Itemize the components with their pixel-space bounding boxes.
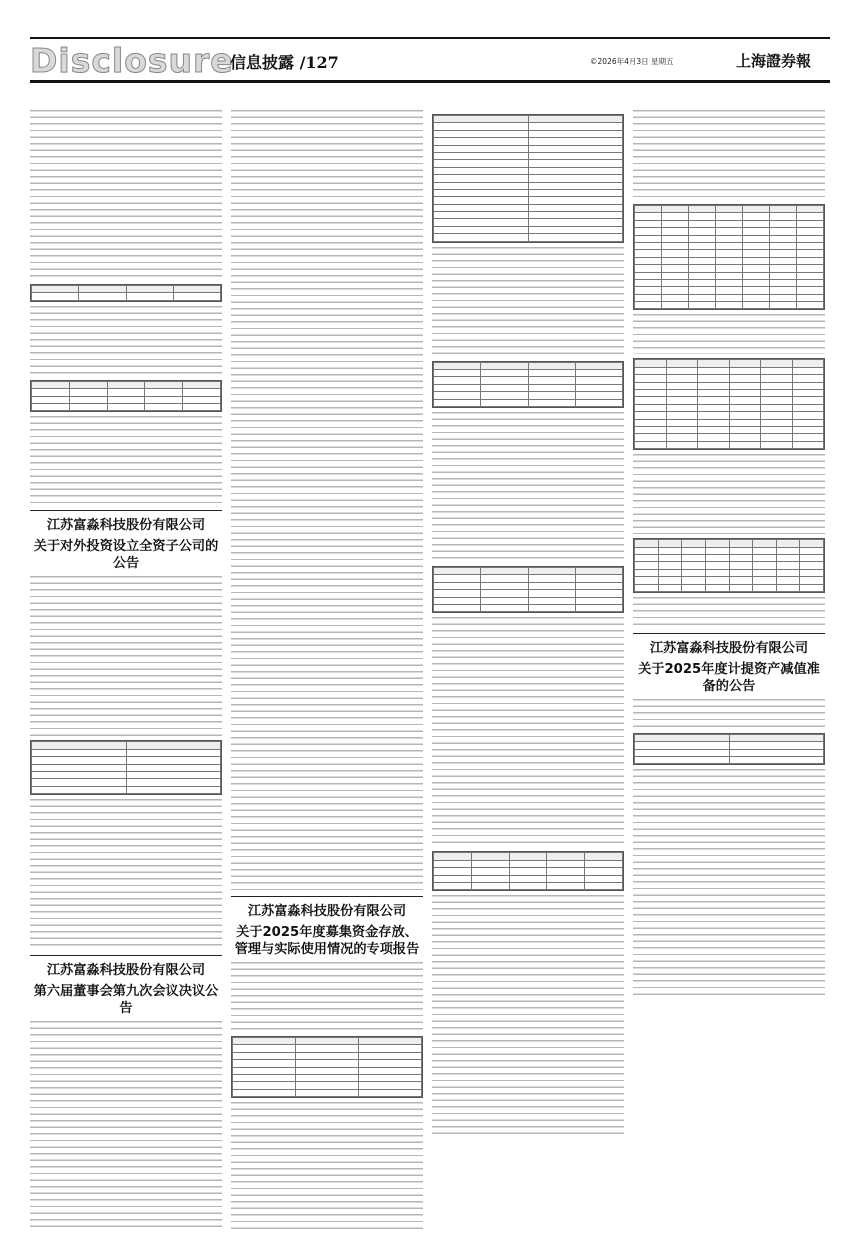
column-1 bbox=[30, 110, 222, 1230]
data-table bbox=[633, 358, 825, 450]
data-table bbox=[30, 380, 222, 413]
article-headline-company: 江苏富淼科技股份有限公司 bbox=[46, 518, 206, 534]
data-table bbox=[633, 733, 825, 766]
article-headline-title: 关于2025年度募集资金存放、管理与实际使用情况的专项报告 bbox=[234, 925, 420, 957]
issue-date: ©2026年4月3日 星期五 bbox=[590, 57, 674, 66]
body-text bbox=[432, 895, 624, 1135]
column-2 bbox=[231, 110, 423, 1230]
article-headline-title: 关于对外投资设立全资子公司的公告 bbox=[33, 539, 219, 572]
divider bbox=[633, 633, 825, 634]
body-text bbox=[231, 110, 423, 890]
column-3 bbox=[432, 110, 624, 1230]
data-table bbox=[432, 114, 624, 243]
body-text bbox=[633, 699, 825, 729]
body-text bbox=[633, 314, 825, 354]
body-text bbox=[432, 617, 624, 847]
body-text bbox=[231, 1102, 423, 1230]
data-table bbox=[231, 1036, 423, 1098]
body-text bbox=[30, 416, 222, 504]
masthead-bottom-rule bbox=[30, 80, 830, 83]
body-text bbox=[30, 1021, 222, 1230]
body-text bbox=[633, 110, 825, 200]
data-table bbox=[432, 851, 624, 891]
divider bbox=[30, 510, 222, 511]
data-table bbox=[432, 566, 624, 613]
section-title: 信息披露 /127 bbox=[230, 53, 339, 72]
body-text bbox=[30, 576, 222, 736]
body-text bbox=[633, 769, 825, 999]
body-text bbox=[30, 799, 222, 949]
data-table bbox=[30, 284, 222, 302]
column-4 bbox=[633, 110, 825, 1230]
divider bbox=[231, 896, 423, 897]
data-table bbox=[30, 740, 222, 795]
article-headline-title: 关于2025年度计提资产减值准备的公告 bbox=[638, 661, 820, 694]
body-text bbox=[30, 110, 222, 280]
page-body bbox=[30, 110, 830, 1235]
masthead bbox=[0, 0, 857, 110]
article-headline-company: 江苏富淼科技股份有限公司 bbox=[46, 963, 206, 979]
article-headline-company: 江苏富淼科技股份有限公司 bbox=[247, 904, 407, 919]
body-text bbox=[633, 454, 825, 534]
body-text bbox=[30, 306, 222, 376]
article-headline-title: 第六届董事会第九次会议决议公告 bbox=[33, 984, 219, 1017]
body-text bbox=[231, 962, 423, 1032]
body-text bbox=[432, 412, 624, 562]
masthead-top-rule bbox=[30, 37, 830, 39]
data-table bbox=[633, 538, 825, 593]
body-text bbox=[432, 247, 624, 357]
body-text bbox=[633, 597, 825, 627]
divider bbox=[30, 955, 222, 956]
data-table bbox=[432, 361, 624, 408]
disclosure-logo: Disclosure bbox=[30, 41, 234, 80]
data-table bbox=[633, 204, 825, 310]
newspaper-name: 上海證券報 bbox=[736, 52, 812, 70]
article-headline-company: 江苏富淼科技股份有限公司 bbox=[649, 640, 809, 656]
